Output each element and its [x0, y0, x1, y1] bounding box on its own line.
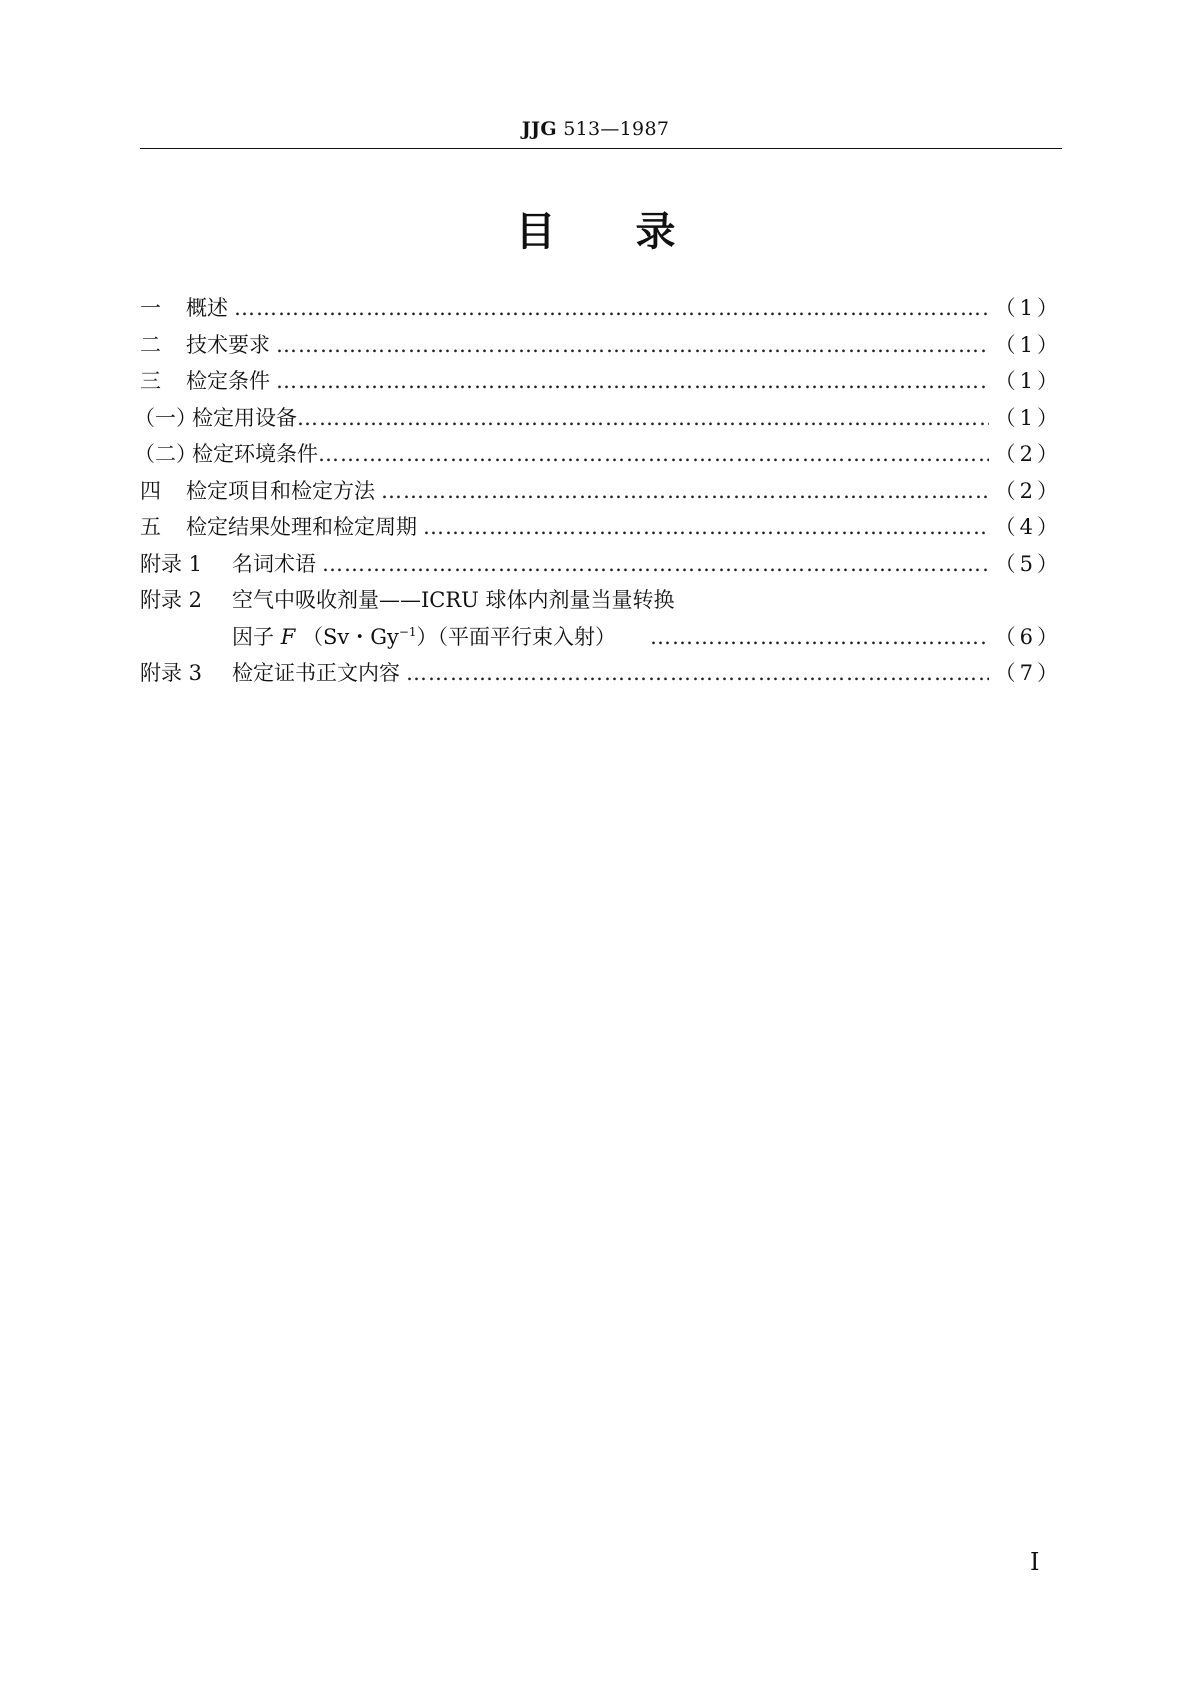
toc-entry-page: （1） — [994, 405, 1062, 430]
header-rule — [140, 148, 1062, 149]
toc-entry-number: 附录 1 — [140, 551, 203, 576]
toc-entry[interactable] — [140, 290, 1062, 327]
toc-entry-page: （2） — [994, 478, 1062, 503]
running-header — [0, 118, 1191, 140]
toc-entry[interactable] — [140, 473, 1062, 510]
title-char-1: 目 — [515, 209, 556, 255]
toc-entry[interactable] — [140, 582, 1062, 619]
toc-entry-number: 附录 2 — [140, 588, 203, 612]
toc-entry-label: 空气中吸收剂量——ICRU 球体内剂量当量转换 — [232, 588, 675, 612]
toc-entry-label: 检定项目和检定方法 — [186, 478, 375, 503]
toc-entry-number: 一 — [140, 296, 161, 320]
header-code: 513—1987 — [563, 118, 670, 140]
toc-leader — [297, 400, 989, 437]
toc-entry-label: 名词术语 — [232, 551, 316, 576]
toc-entry[interactable] — [140, 655, 1062, 692]
toc-leader — [381, 473, 989, 510]
toc-leader — [234, 290, 989, 327]
toc-entry[interactable] — [140, 546, 1062, 583]
table-of-contents — [134, 290, 1062, 692]
toc-leader — [318, 436, 989, 473]
toc-entry-label: 因子 F （Sv・$Gy^{-1}$）（平面平行束入射） — [232, 624, 617, 649]
toc-entry-label: 检定环境条件 — [192, 442, 318, 466]
toc-entry[interactable] — [140, 363, 1062, 400]
toc-entry-page: （6） — [994, 624, 1062, 649]
toc-entry-page: （5） — [994, 551, 1062, 576]
toc-entry-number: 四 — [140, 478, 161, 503]
page-title — [0, 200, 1191, 257]
title-char-2: 录 — [635, 209, 676, 255]
toc-entry-page: （1） — [994, 369, 1062, 393]
toc-entry-page: （1） — [994, 332, 1062, 357]
toc-leader — [423, 509, 989, 546]
toc-leader — [406, 655, 989, 692]
toc-entry-label: 技术要求 — [186, 332, 270, 357]
toc-leader — [276, 363, 989, 400]
toc-entry-label: 检定条件 — [186, 369, 270, 393]
toc-entry[interactable] — [140, 327, 1062, 364]
toc-entry-number: （一） — [134, 405, 197, 430]
toc-entry-number: 附录 3 — [140, 661, 203, 685]
variable-F: F — [280, 624, 296, 649]
toc-entry-number: 二 — [140, 332, 161, 357]
toc-leader — [322, 546, 989, 583]
toc-entry[interactable] — [134, 400, 1062, 437]
page-number: I — [1030, 1548, 1040, 1576]
toc-entry-label: 检定结果处理和检定周期 — [186, 515, 417, 539]
toc-entry-label: 概述 — [186, 296, 228, 320]
toc-entry-number: 五 — [140, 515, 161, 539]
toc-entry-label: 检定用设备 — [192, 405, 297, 430]
toc-entry-page: （4） — [994, 515, 1062, 539]
toc-entry[interactable] — [140, 509, 1062, 546]
toc-leader — [276, 327, 989, 364]
header-prefix: JJG — [521, 118, 557, 140]
toc-leader — [650, 619, 989, 656]
toc-entry-number: （二） — [134, 442, 197, 466]
toc-entry[interactable] — [134, 436, 1062, 473]
toc-entry-number: 三 — [140, 369, 161, 393]
toc-entry-continuation[interactable] — [140, 619, 1062, 656]
toc-entry-page: （7） — [994, 661, 1062, 685]
toc-entry-page: （2） — [994, 442, 1062, 466]
superscript: −1 — [398, 624, 417, 639]
toc-entry-page: （1） — [994, 296, 1062, 320]
toc-entry-label: 检定证书正文内容 — [232, 661, 400, 685]
